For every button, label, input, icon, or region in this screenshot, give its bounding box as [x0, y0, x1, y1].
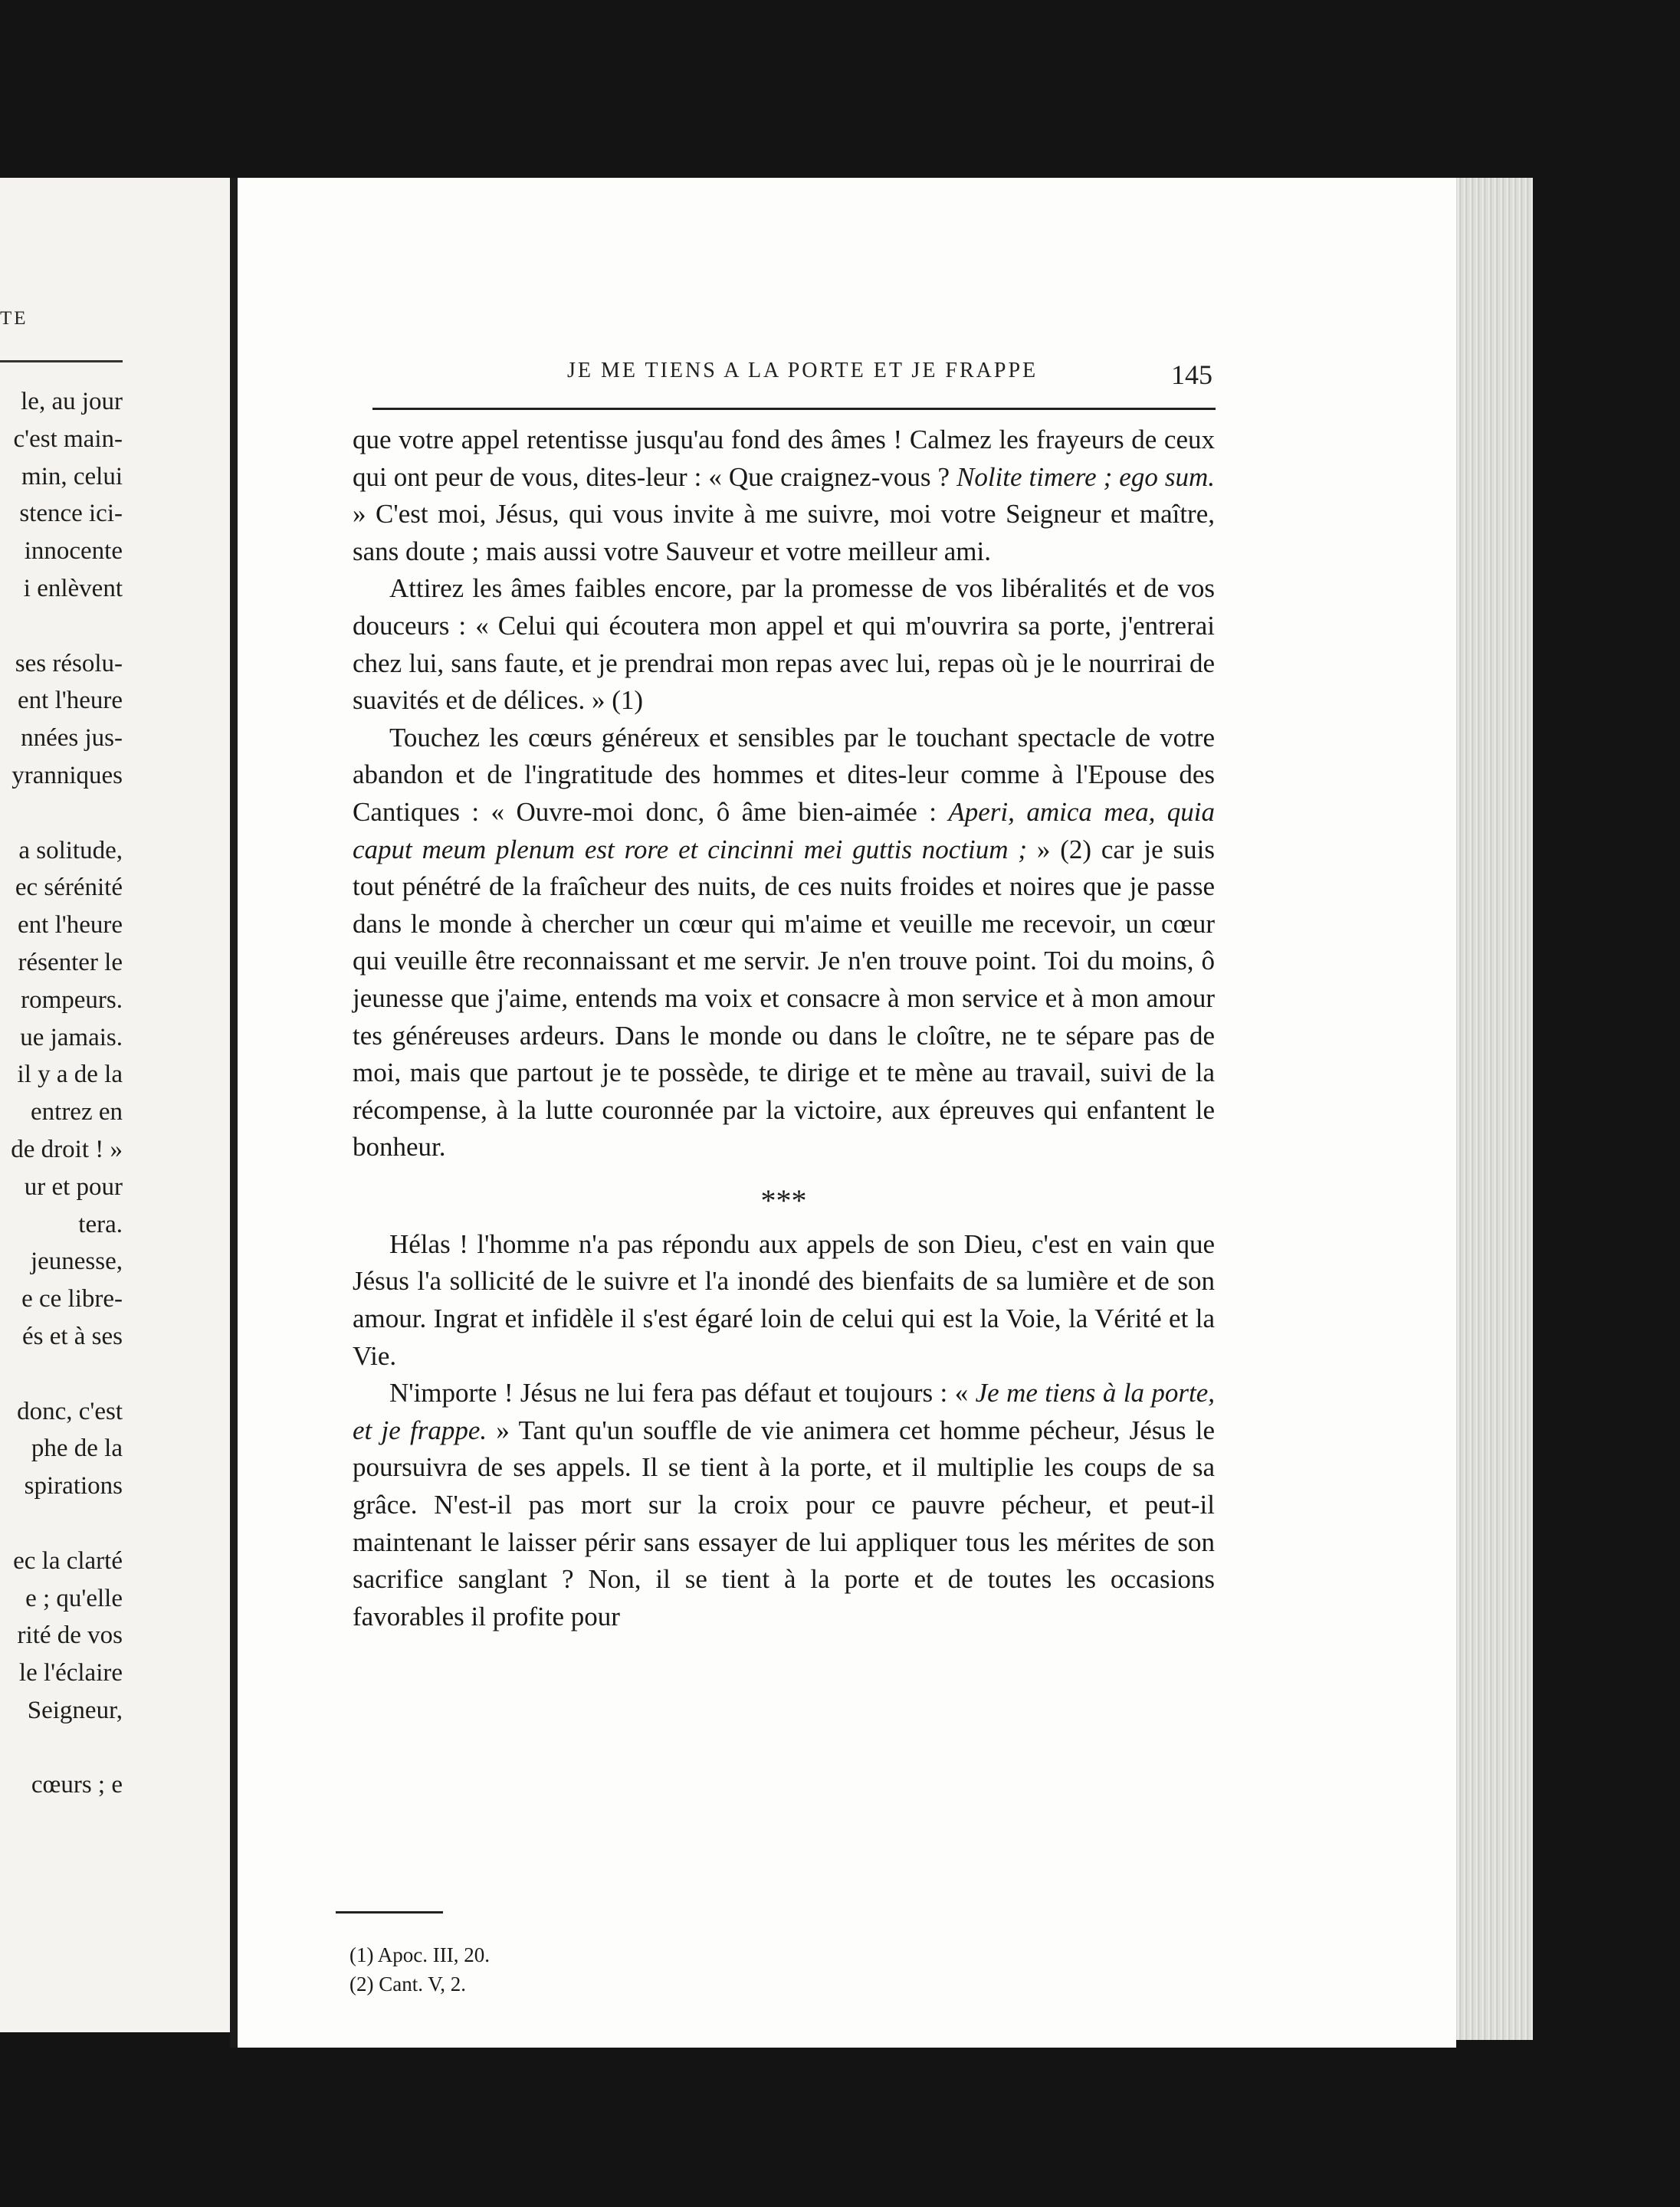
left-page-line: phe de la [31, 1435, 123, 1463]
left-page-line: ue jamais. [20, 1023, 123, 1051]
left-page-line [0, 1730, 123, 1767]
left-page-line: cœurs ; e [31, 1771, 123, 1799]
paragraph-3: Touchez les cœurs généreux et sensibles par le touchant spectacle de votre abandon et de l'ingratitude des hommes et dites-leur comme à l'Epouse des Cantiques : « Ouvre-moi donc, ô âme bien-aimée : Aperi, amica mea, quia caput meum plenum est rore et cincinni mei guttis noctium ; » (2) car je suis tout pénétré de la fraîcheur des nuits, de ces nuits froides et noires que je passe dans le monde à chercher un cœur qui m'aime et veuille me recevoir, un cœur qui veuille être reconnaissant et me servir. Je n'en trouve point. Toi du moins, ô jeunesse que j'aime, entends ma voix et consacre à mon service et à mon amour tes généreuses ardeurs. Dans le monde ou dans le cloître, ne te sépare pas de moi, mais que partout je te possède, te dirige et te mène au travail, suivi de la récompense, à la lutte couronnée par la victoire, aux épreuves qui enfantent le bonheur. [353, 722, 1216, 1163]
left-page-line: ses résolu- [15, 649, 123, 677]
left-page-line [0, 608, 123, 645]
left-page-line: e ; qu'elle [25, 1584, 123, 1612]
left-page-line: spirations [24, 1472, 123, 1500]
left-page-line: min, celui [21, 462, 123, 490]
body-text [353, 421, 1215, 1635]
left-page-line: yranniques [11, 761, 123, 789]
left-page-line [0, 795, 123, 832]
left-page-line: donc, c'est [17, 1397, 123, 1425]
left-page-line: il y a de la [17, 1061, 123, 1089]
paragraph-5: N'importe ! Jésus ne lui fera pas défaut et toujours : « Je me tiens à la porte, et je frappe. » Tant qu'un souffle de vie animera cet homme pécheur, Jésus le poursuivra de ses appels. Il se tient à la porte, et il multiplie les coups de sa grâce. N'est-il pas mort sur la croix pour ce pauvre pécheur, et peut-il maintenant le laisser périr sans essayer de lui appliquer tous les mérites de son sacrifice sanglant ? Non, il se tient à la porte et de toutes les occasions favorables il profite pour [353, 1378, 1216, 1631]
left-page-line [0, 1356, 123, 1393]
left-page-line: le, au jour [21, 388, 123, 415]
left-page-line: ec la clarté [13, 1546, 123, 1575]
left-page-line: ent l'heure [18, 687, 123, 715]
paragraph-2: Attirez les âmes faibles encore, par la promesse de vos libéralités et de vos douceurs : « Celui qui écoutera mon appel et qui m'ouvrira sa porte, j'entrerai chez lui, sans faute, et je prendrai mon repas avec lui, repas où je le nourrirai de suavités et de délices. » (1) [353, 573, 1215, 716]
footnote-2: (2) Cant. V, 2. [349, 1973, 467, 1995]
left-page-line: stence ici- [19, 500, 123, 528]
paragraph-1: que votre appel retentisse jusqu'au fond des âmes ! Calmez les frayeurs de ceux qui ont peur de vous, dites-leur : « Que craignez-vous ? Nolite timere ; ego sum. » C'est moi, Jésus, qui vous invite à me suivre, moi votre Seigneur et maître, sans doute ; mais aussi votre Sauveur et votre meilleur ami. [353, 425, 1215, 566]
left-page-line: ec sérénité [15, 874, 123, 902]
paragraph-4: Hélas ! l'homme n'a pas répondu aux appels de son Dieu, c'est en vain que Jésus l'a sollicité de le suivre et l'a inondé des bienfaits de sa lumière et de son amour. Ingrat et infidèle il s'est égaré loin de celui qui est la Voie, la Vérité et la Vie. [353, 1228, 1215, 1371]
page-number: 145 [1171, 359, 1212, 390]
left-page-line: nnées jus- [21, 724, 123, 753]
left-page-line [0, 1505, 123, 1543]
left-page-line: a solitude, [18, 836, 123, 864]
left-page-text [0, 383, 123, 1804]
header-rule [372, 408, 1216, 410]
left-page-line: jeunesse, [30, 1248, 123, 1276]
left-page-line: tera. [78, 1210, 123, 1238]
left-page-line: entrez en [31, 1098, 123, 1126]
left-page-line: le l'éclaire [18, 1659, 123, 1687]
left-page-line: résenter le [18, 948, 123, 976]
left-page-line: ent l'heure [18, 911, 123, 940]
left-page-line: innocente [24, 537, 123, 566]
left-page-line: rompeurs. [21, 985, 123, 1014]
footnote-1: (1) Apoc. III, 20. [349, 1943, 490, 1966]
footnote-rule [336, 1911, 443, 1913]
left-page-line: rité de vos [17, 1622, 123, 1650]
left-page-line: és et à ses [21, 1322, 123, 1350]
section-separator: *** [760, 1182, 807, 1218]
left-page-line: c'est main- [13, 425, 123, 453]
left-page-line: ur et pour [24, 1172, 123, 1201]
left-page-line: e ce libre- [21, 1285, 123, 1313]
left-page-line: i enlèvent [23, 574, 123, 602]
left-header-rule [0, 360, 123, 362]
left-page [0, 178, 258, 2032]
running-head: JE ME TIENS A LA PORTE ET JE FRAPPE [567, 359, 1039, 382]
left-running-head: TE [0, 308, 28, 329]
left-page-line: Seigneur, [27, 1696, 123, 1724]
left-page-line: de droit ! » [11, 1135, 123, 1163]
right-page [230, 178, 1456, 2048]
footnotes [349, 1940, 490, 1999]
